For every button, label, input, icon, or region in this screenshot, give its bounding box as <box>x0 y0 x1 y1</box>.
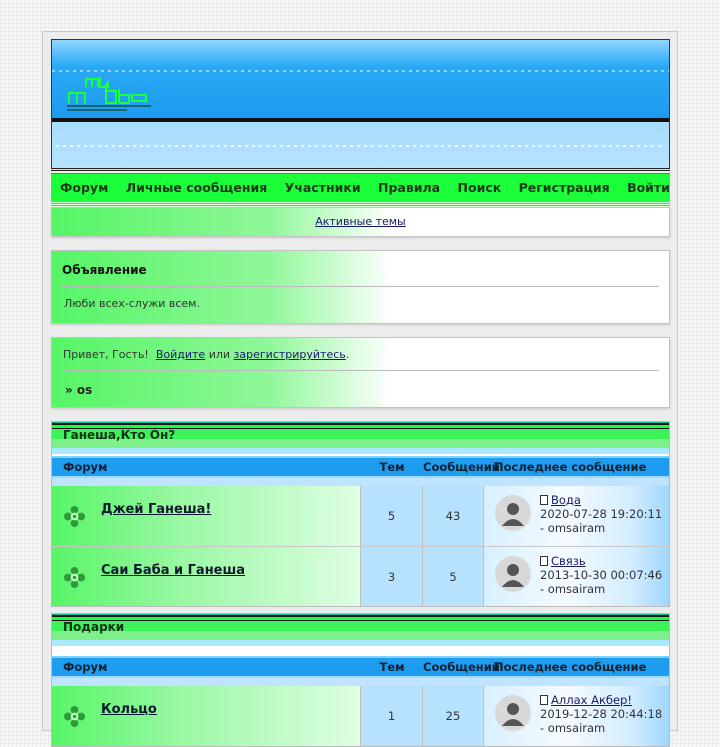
col-messages: Сообщений <box>423 660 500 674</box>
nav-login[interactable]: Войти <box>627 180 670 195</box>
category-gifts <box>51 613 670 747</box>
category-ganesha <box>51 421 670 607</box>
last-post-date: 2013-10-30 00:07:46 <box>540 568 663 582</box>
greeting-box <box>51 337 670 408</box>
avatar[interactable] <box>495 556 531 592</box>
last-topic-link[interactable]: Вода <box>551 493 581 507</box>
messages-count: 5 <box>423 547 484 606</box>
last-post-user: - omsairam <box>540 582 606 596</box>
register-link[interactable]: зарегистрируйтесь <box>233 348 346 361</box>
site-header <box>51 39 670 168</box>
forum-flower-icon <box>63 566 86 589</box>
login-link[interactable]: Войдите <box>155 348 206 361</box>
last-topic-link[interactable]: Аллах Акбер! <box>551 693 632 707</box>
category-title: Ганеша,Кто Он? <box>52 422 669 454</box>
page-content <box>51 39 670 747</box>
col-topics: Тем <box>379 660 405 674</box>
announcement-box <box>51 250 670 324</box>
main-nav <box>51 173 670 201</box>
last-post-date: 2020-07-28 19:20:11 <box>540 507 663 521</box>
avatar[interactable] <box>495 695 531 731</box>
document-icon <box>540 556 548 566</box>
greeting-or: или <box>208 348 231 361</box>
category-title: Подарки <box>52 614 669 646</box>
column-header <box>52 456 669 478</box>
document-icon <box>540 695 548 705</box>
forum-row <box>52 678 669 746</box>
nav-messages[interactable]: Личные сообщения <box>125 180 268 195</box>
site-logo[interactable] <box>64 65 154 125</box>
announcement-title: Объявление <box>62 263 659 287</box>
active-topics-bar <box>51 207 670 237</box>
topics-count: 3 <box>361 547 423 606</box>
messages-count: 43 <box>423 486 484 546</box>
last-post-date: 2019-12-28 20:44:18 <box>540 707 663 721</box>
forum-row <box>52 478 669 546</box>
messages-count: 25 <box>423 686 484 746</box>
col-forum: Форум <box>63 460 108 474</box>
col-messages: Сообщений <box>423 460 500 474</box>
avatar[interactable] <box>495 495 531 531</box>
nav-forum[interactable]: Форум <box>60 180 109 195</box>
forum-flower-icon <box>63 505 86 528</box>
topics-count: 1 <box>361 686 423 746</box>
nav-rules[interactable]: Правила <box>378 180 441 195</box>
active-topics-link[interactable]: Активные темы <box>315 215 406 228</box>
nav-members[interactable]: Участники <box>284 180 361 195</box>
col-last-post: Последнее сообщение <box>494 460 647 474</box>
col-last-post: Последнее сообщение <box>494 660 647 674</box>
document-icon <box>540 495 548 505</box>
forum-link[interactable]: Саи Баба и Ганеша <box>101 563 246 578</box>
forum-link[interactable]: Кольцо <box>101 702 157 717</box>
topics-count: 5 <box>361 486 423 546</box>
breadcrumb: » os <box>65 383 93 397</box>
forum-link[interactable]: Джей Ганеша! <box>101 502 212 517</box>
forum-row <box>52 546 669 606</box>
col-topics: Тем <box>379 460 405 474</box>
last-post-user: - omsairam <box>540 521 606 535</box>
page-frame <box>42 31 678 735</box>
announcement-text: Люби всех-служи всем. <box>64 297 200 310</box>
nav-search[interactable]: Поиск <box>457 180 502 195</box>
last-post-user: - omsairam <box>540 721 606 735</box>
greeting-line: Привет, Гость! Войдите или зарегистрируйтесь. <box>63 348 659 371</box>
forum-flower-icon <box>63 705 86 728</box>
greeting-text: Привет, Гость! <box>63 348 149 361</box>
col-forum: Форум <box>63 660 108 674</box>
last-topic-link[interactable]: Связь <box>551 554 586 568</box>
nav-register[interactable]: Регистрация <box>518 180 610 195</box>
column-header <box>52 656 669 678</box>
